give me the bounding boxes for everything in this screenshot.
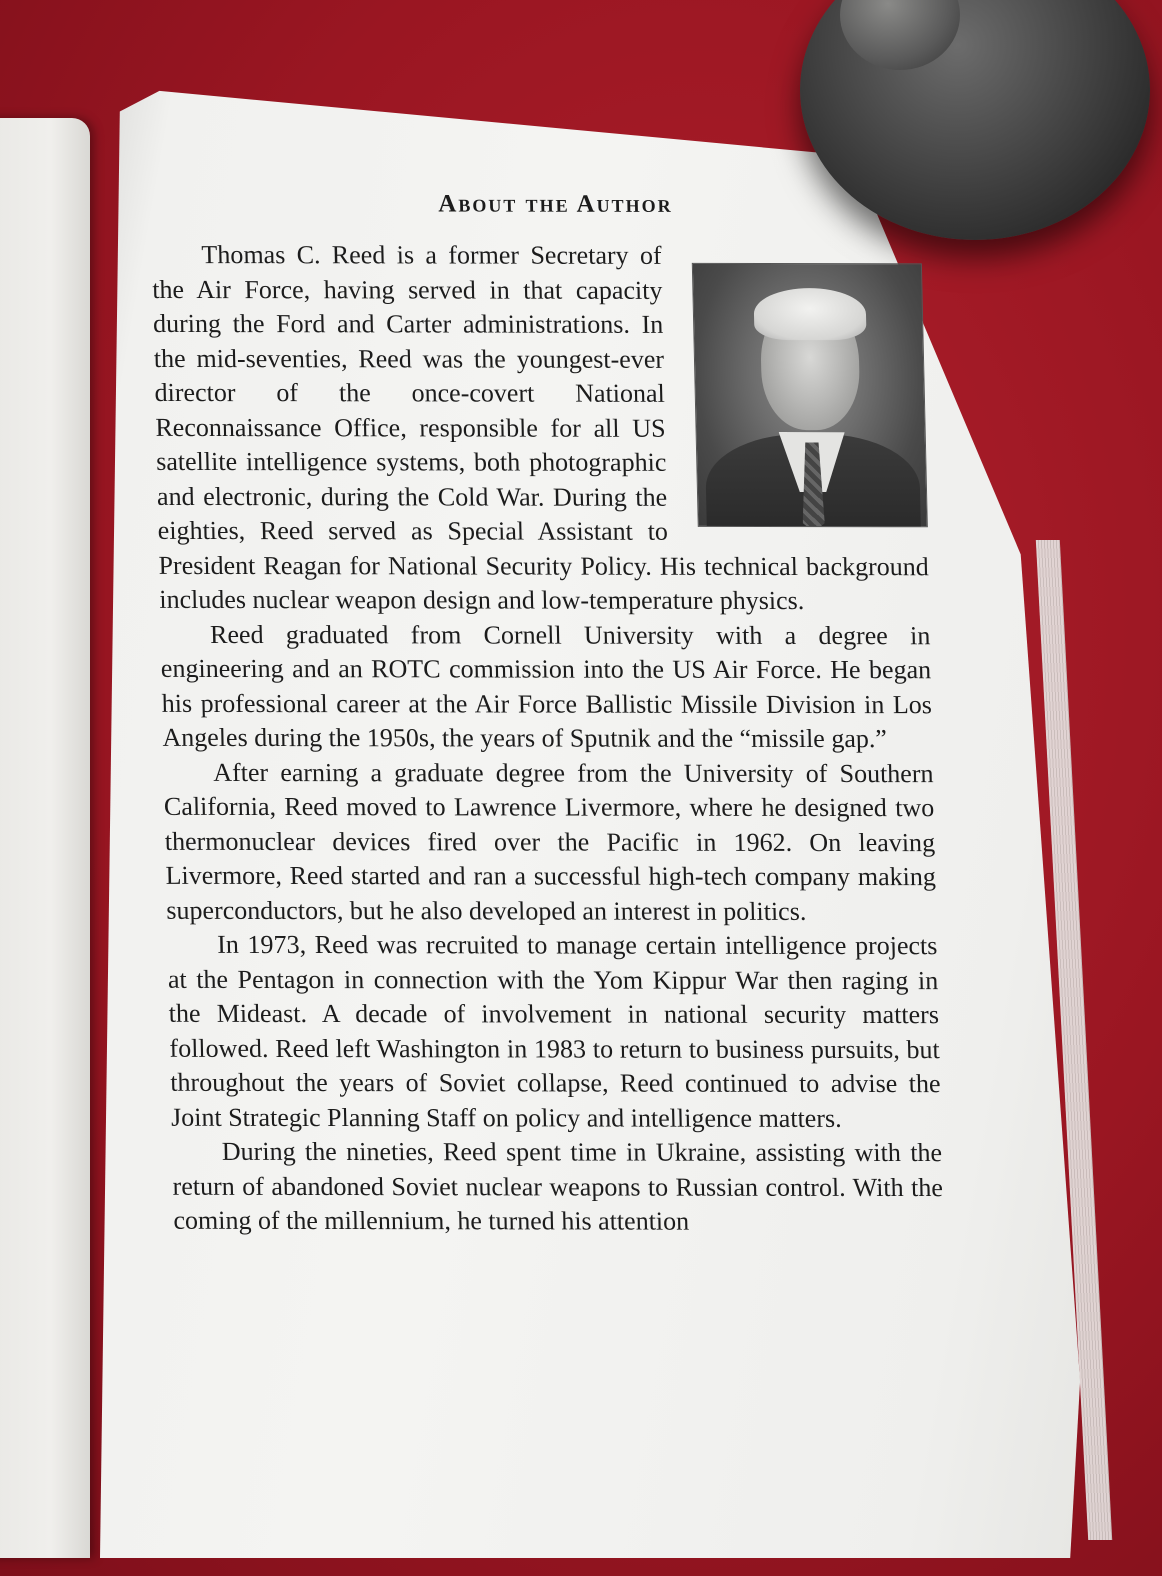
page-content	[150, 190, 944, 1240]
paragraph-2: Reed graduated from Cornell University with a degree in engineering and an ROTC commission into the US Air Force. He began his professional career at the Air Force Ballistic Missile Division in Los Angeles during the 1950s, the years of Sputnik and the “missile gap.”	[160, 619, 933, 754]
paragraph-5: During the nineties, Reed spent time in Ukraine, assisting with the return of abandoned Soviet nuclear weapons to Russian control. With the coming of the millennium, he turned his attention	[172, 1136, 944, 1236]
left-facing-page	[0, 118, 90, 1558]
paragraph-4: In 1973, Reed was recruited to manage certain intelligence projects at the Pentagon in connection with the Yom Kippur War then raging in the Mideast. A decade of involvement in national security matters followed. Reed left Washington in 1983 to return to business pursuits, but throughout the years of Soviet collapse, Reed continued to advise the Joint Strategic Planning Staff on policy and intelligence matters.	[167, 929, 941, 1133]
author-hair	[753, 288, 866, 340]
author-photo	[692, 263, 928, 527]
paragraph-3: After earning a graduate degree from the University of Southern California, Reed moved to Lawrence Livermore, where he designed two thermonuclear devices fired over the Pacific in 1962. On leaving Livermore, Reed started and ran a successful high-tech company making superconductors, but he also developed an interest in politics.	[163, 757, 937, 926]
paragraph-1: Thomas C. Reed is a former Secretary of the Air Force, having served in that capacity during the Ford and Carter administrations. In the mid-seventies, Reed was the youngest-ever director of the once-covert National Reconnaissance Office, responsible for all US satellite intelligence systems, both photographic and electronic, during the Cold War. During the eighties, Reed served as Special Assistant to President Reagan for National Security Policy. His technical background includes nuclear weapon design and low-temperature physics.	[151, 240, 930, 616]
page-title: About the Author	[437, 190, 673, 218]
